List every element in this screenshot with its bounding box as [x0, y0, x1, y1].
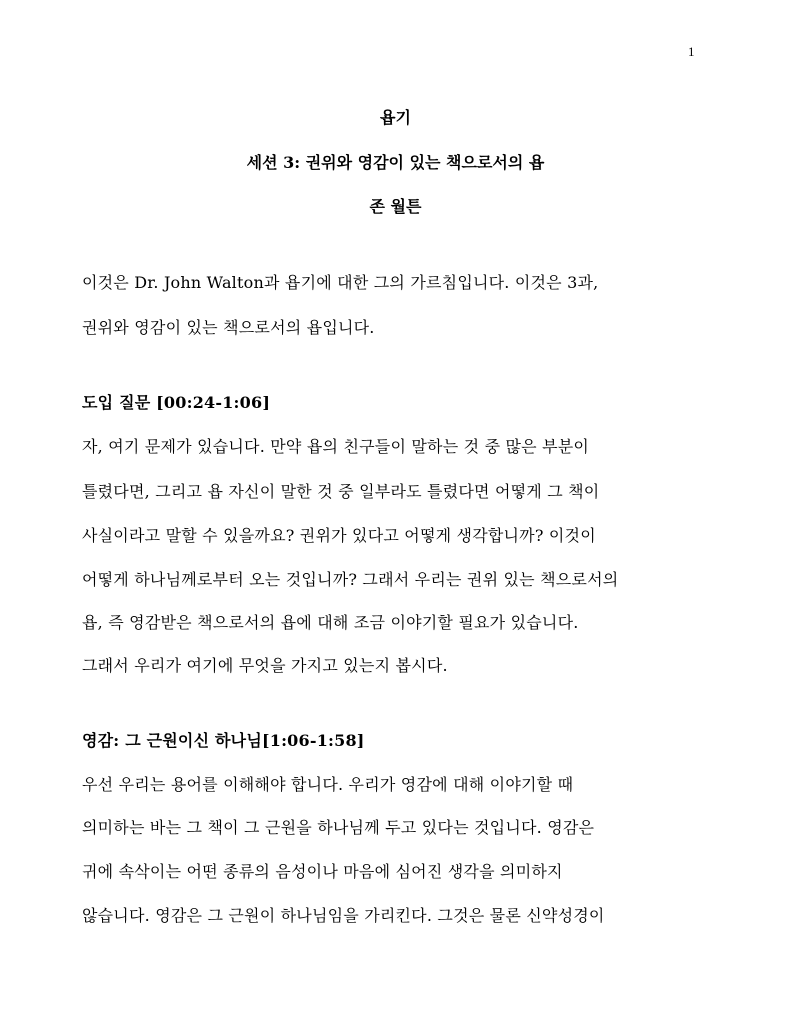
document-author: 존 월튼 — [369, 197, 422, 216]
intro-line: 권위와 영감이 있는 책으로서의 욥입니다. — [82, 318, 375, 337]
document-subtitle: 세션 3: 권위와 영감이 있는 책으로서의 욥 — [246, 153, 545, 172]
page-number: 1 — [688, 44, 695, 59]
paragraph-line: 사실이라고 말할 수 있을까요? 권위가 있다고 어떻게 생각합니까? 이것이 — [82, 526, 596, 545]
intro-line: 이것은 Dr. John Walton과 욥기에 대한 그의 가르침입니다. 이것은 3과, — [82, 273, 599, 292]
section-heading: 도입 질문 [00:24-1:06] — [82, 393, 271, 412]
paragraph-line: 어떻게 하나님께로부터 오는 것입니까? 그래서 우리는 권위 있는 책으로서의 — [82, 570, 619, 589]
paragraph-line: 욥, 즉 영감받은 책으로서의 욥에 대해 조금 이야기할 필요가 있습니다. — [82, 613, 579, 632]
paragraph-line: 그래서 우리가 여기에 무엇을 가지고 있는지 봅시다. — [82, 656, 448, 675]
paragraph-line: 의미하는 바는 그 책이 그 근원을 하나님께 두고 있다는 것입니다. 영감은 — [82, 818, 595, 837]
paragraph-line: 않습니다. 영감은 그 근원이 하나님임을 가리킨다. 그것은 물론 신약성경이 — [82, 906, 605, 925]
paragraph-line: 자, 여기 문제가 있습니다. 만약 욥의 친구들이 말하는 것 중 많은 부분이 — [82, 437, 590, 456]
section-heading: 영감: 그 근원이신 하나님[1:06-1:58] — [82, 731, 365, 750]
paragraph-line: 우선 우리는 용어를 이해해야 합니다. 우리가 영감에 대해 이야기할 때 — [82, 775, 574, 794]
paragraph-line: 틀렸다면, 그리고 욥 자신이 말한 것 중 일부라도 틀렸다면 어떻게 그 책이 — [82, 482, 600, 501]
document-title: 욥기 — [380, 108, 411, 127]
paragraph-line: 귀에 속삭이는 어떤 종류의 음성이나 마음에 심어진 생각을 의미하지 — [82, 862, 563, 881]
